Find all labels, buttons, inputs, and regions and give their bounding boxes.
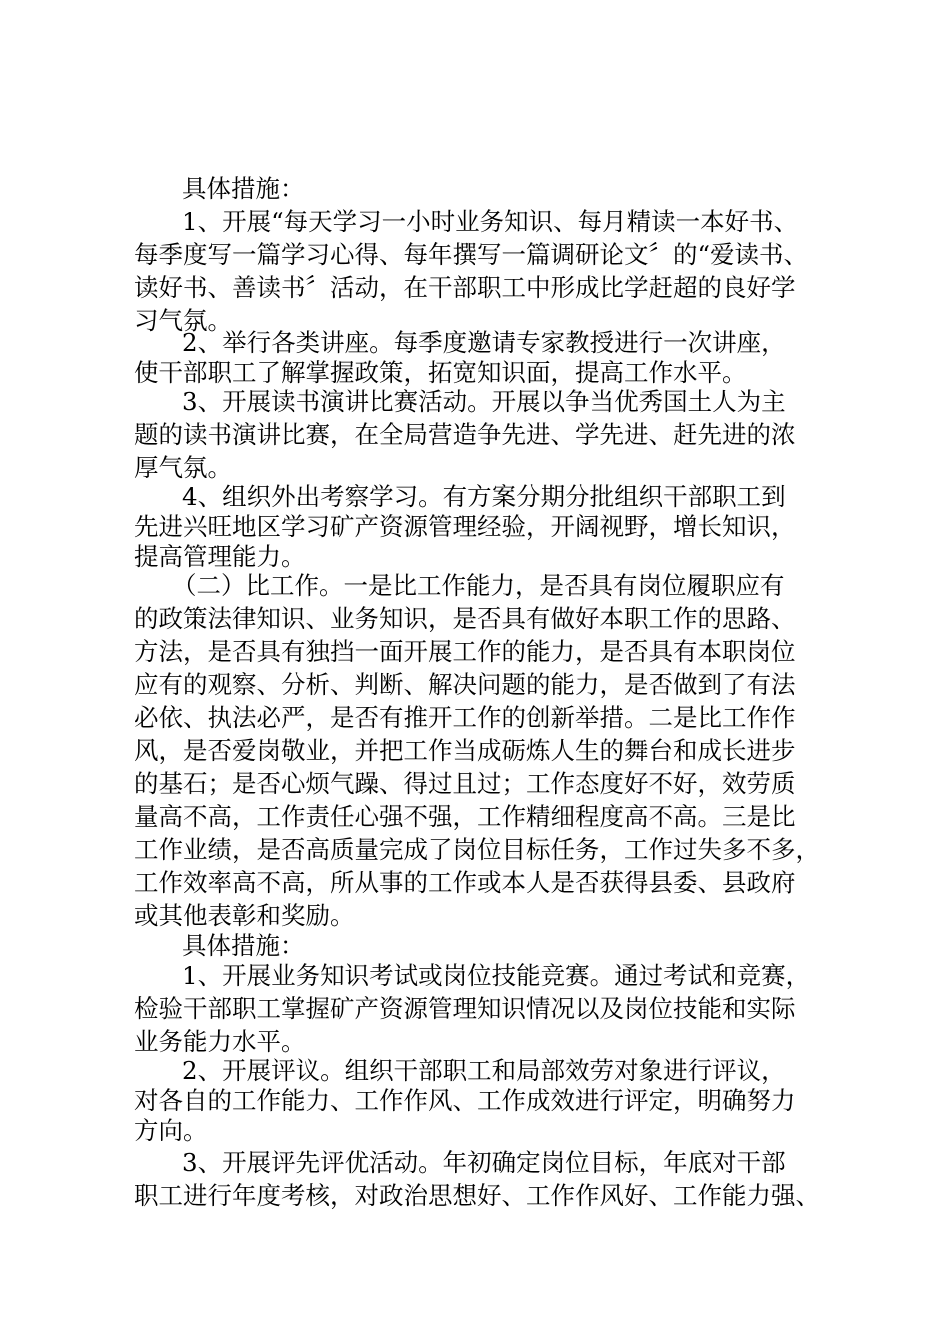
text-line: 3、开展评先评优活动。年初确定岗位目标，年底对干部 xyxy=(182,1148,786,1177)
text-line: 对各自的工作能力、工作作风、工作成效进行评定，明确努力 xyxy=(134,1086,796,1115)
text-line: 方向。 xyxy=(134,1116,208,1145)
text-line: 每季度写一篇学习心得、每年撰写一篇调研论文〞的“爱读书、 xyxy=(134,240,809,269)
text-line: （二）比工作。一是比工作能力，是否具有岗位履职应有 xyxy=(172,571,785,600)
text-line: 1、开展“每天学习一小时业务知识、每月精读一本好书、 xyxy=(182,207,799,236)
text-line: 题的读书演讲比赛，在全局营造争先进、学先进、赶先进的浓 xyxy=(134,420,796,449)
text-line: 职工进行年度考核，对政治思想好、工作作风好、工作能力强、 xyxy=(134,1181,820,1210)
text-line: 提高管理能力。 xyxy=(134,542,306,571)
text-line: 工作业绩，是否高质量完成了岗位目标任务，工作过失多不多， xyxy=(134,835,820,864)
text-line: 或其他表彰和奖励。 xyxy=(134,901,355,930)
text-line: 具体措施： xyxy=(182,174,305,203)
text-line: 业务能力水平。 xyxy=(134,1027,306,1056)
text-line: 工作效率高不高，所从事的工作或本人是否获得县委、县政府 xyxy=(134,868,796,897)
text-line: 4、组织外出考察学习。有方案分期分批组织干部职工到 xyxy=(182,482,786,511)
text-line: 先进兴旺地区学习矿产资源管理经验，开阔视野，增长知识， xyxy=(134,512,796,541)
text-line: 2、举行各类讲座。每季度邀请专家教授进行一次讲座， xyxy=(182,328,786,357)
text-line: 1、开展业务知识考试或岗位技能竞赛。通过考试和竞赛， xyxy=(182,961,811,990)
text-line: 的政策法律知识、业务知识，是否具有做好本职工作的思路、 xyxy=(134,604,796,633)
text-line: 风，是否爱岗敬业，并把工作当成砺炼人生的舞台和成长进步 xyxy=(134,736,796,765)
text-line: 具体措施： xyxy=(182,931,305,960)
text-line: 3、开展读书演讲比赛活动。开展以争当优秀国土人为主 xyxy=(182,387,786,416)
text-line: 检验干部职工掌握矿产资源管理知识情况以及岗位技能和实际 xyxy=(134,994,796,1023)
text-line: 应有的观察、分析、判断、解决问题的能力，是否做到了有法 xyxy=(134,670,796,699)
text-line: 必依、执法必严，是否有推开工作的创新举措。二是比工作作 xyxy=(134,703,796,732)
text-line: 量高不高，工作责任心强不强，工作精细程度高不高。三是比 xyxy=(134,802,796,831)
text-line: 使干部职工了解掌握政策，拓宽知识面，提高工作水平。 xyxy=(134,358,747,387)
text-line: 厚气氛。 xyxy=(134,453,232,482)
text-line: 习气氛。 xyxy=(134,306,232,335)
text-line: 方法，是否具有独挡一面开展工作的能力，是否具有本职岗位 xyxy=(134,637,796,666)
text-line: 的基石；是否心烦气躁、得过且过；工作态度好不好，效劳质 xyxy=(134,769,796,798)
text-line: 2、开展评议。组织干部职工和局部效劳对象进行评议， xyxy=(182,1056,786,1085)
text-line: 读好书、善读书〞活动，在干部职工中形成比学赶超的良好学 xyxy=(134,273,796,302)
